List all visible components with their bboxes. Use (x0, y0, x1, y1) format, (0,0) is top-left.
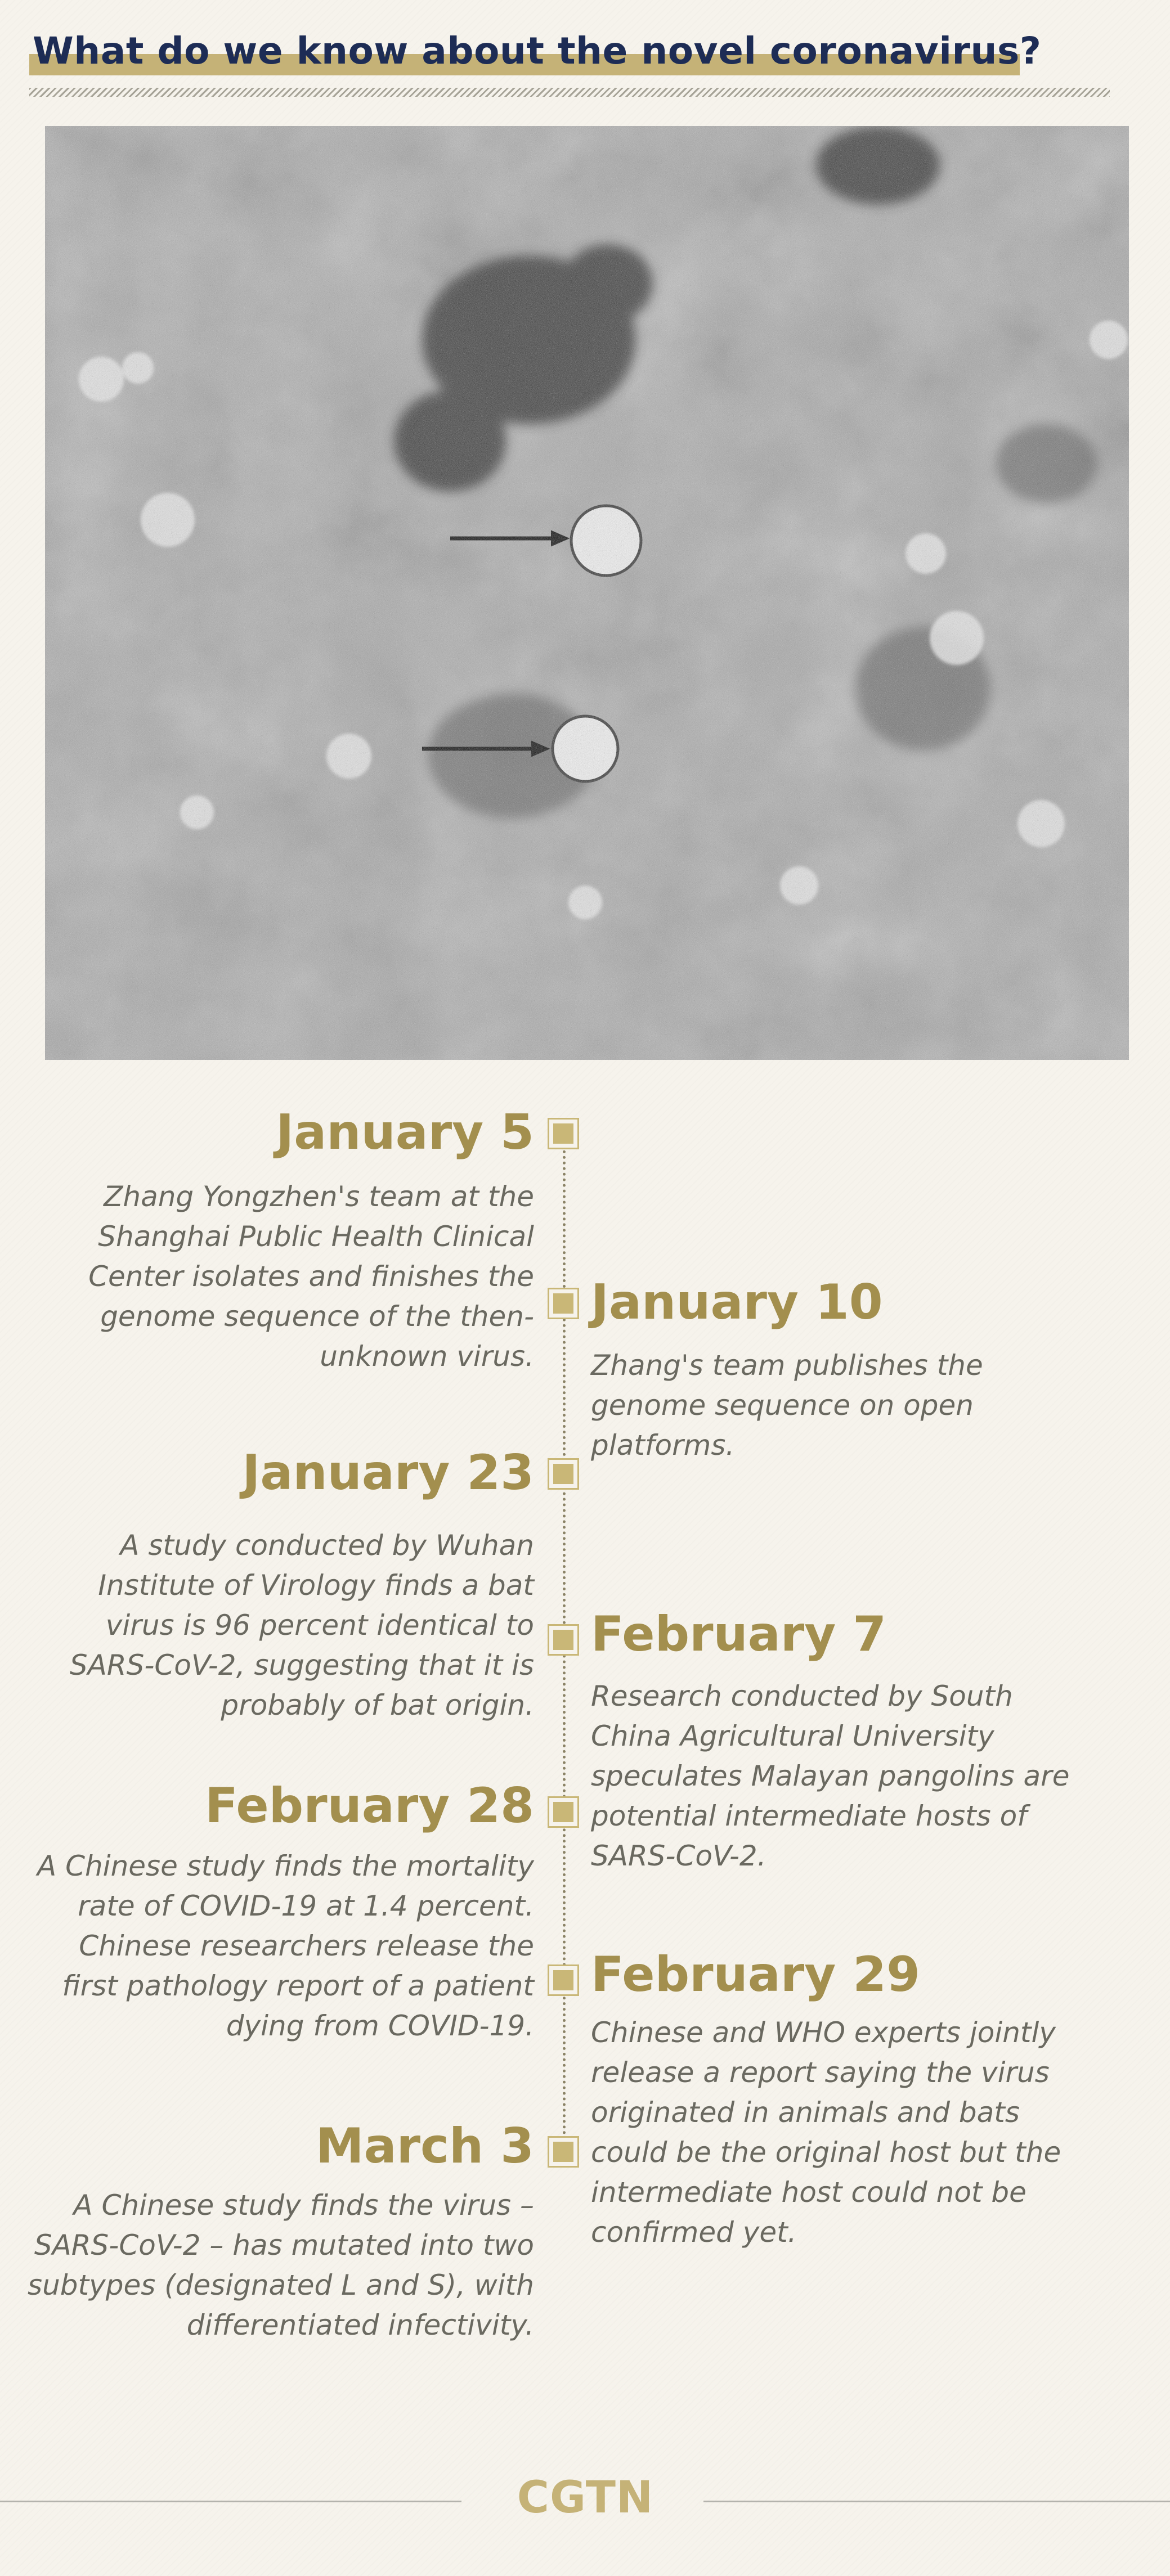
timeline-description: A Chinese study finds the mortality rate of COVID-19 at 1.4 percent. Chinese researchers release the first pathology report of a patient dying from COVID-19. (37, 1850, 534, 2042)
page-title: What do we know about the novel coronavirus? (33, 29, 1042, 73)
timeline-description: Research conducted by South China Agricultural University speculates Malayan pangolins are potential intermediate hosts of SARS-CoV-2. (591, 1680, 1070, 1872)
timeline-date: January 23 (242, 1445, 534, 1501)
timeline-marker (549, 1460, 577, 1488)
timeline-marker (549, 1966, 577, 1994)
cgtn-logo: CGTN (517, 2472, 654, 2523)
timeline-description: Zhang's team publishes the genome sequence on open platforms. (591, 1349, 983, 1462)
timeline-date: February 7 (591, 1606, 887, 1662)
timeline-marker (549, 1798, 577, 1826)
timeline-marker (549, 1289, 577, 1318)
timeline-marker (549, 1626, 577, 1654)
timeline-description: A study conducted by Wuhan Institute of Virology finds a bat virus is 96 percent identical to SARS-CoV-2, suggesting that it is probably of bat origin. (69, 1529, 534, 1721)
timeline-date: January 10 (591, 1274, 883, 1330)
footer-line-right (703, 2501, 1170, 2502)
timeline-description: A Chinese study finds the virus – SARS-CoV-2 – has mutated into two subtypes (designated L and S), with differentiated infectivity. (28, 2189, 534, 2341)
timeline-date: February 28 (205, 1778, 534, 1834)
timeline-marker (549, 1120, 577, 1148)
timeline-date: February 29 (591, 1946, 920, 2003)
timeline-description: Zhang Yongzhen's team at the Shanghai Public Health Clinical Center isolates and finishes the genome sequence of the then-unknown virus. (88, 1180, 534, 1373)
footer-line-left (0, 2501, 461, 2502)
virus-micrograph (45, 126, 1129, 1060)
electron-micrograph-image (45, 126, 1129, 1060)
timeline-marker (549, 2138, 577, 2166)
header-hatch-divider (29, 88, 1110, 97)
timeline-date: January 5 (276, 1104, 534, 1161)
timeline-description: Chinese and WHO experts jointly release a report saying the virus originated in animals and bats could be the original host but the intermediate host could not be confirmed yet. (591, 2016, 1061, 2249)
timeline-date: March 3 (315, 2118, 534, 2174)
